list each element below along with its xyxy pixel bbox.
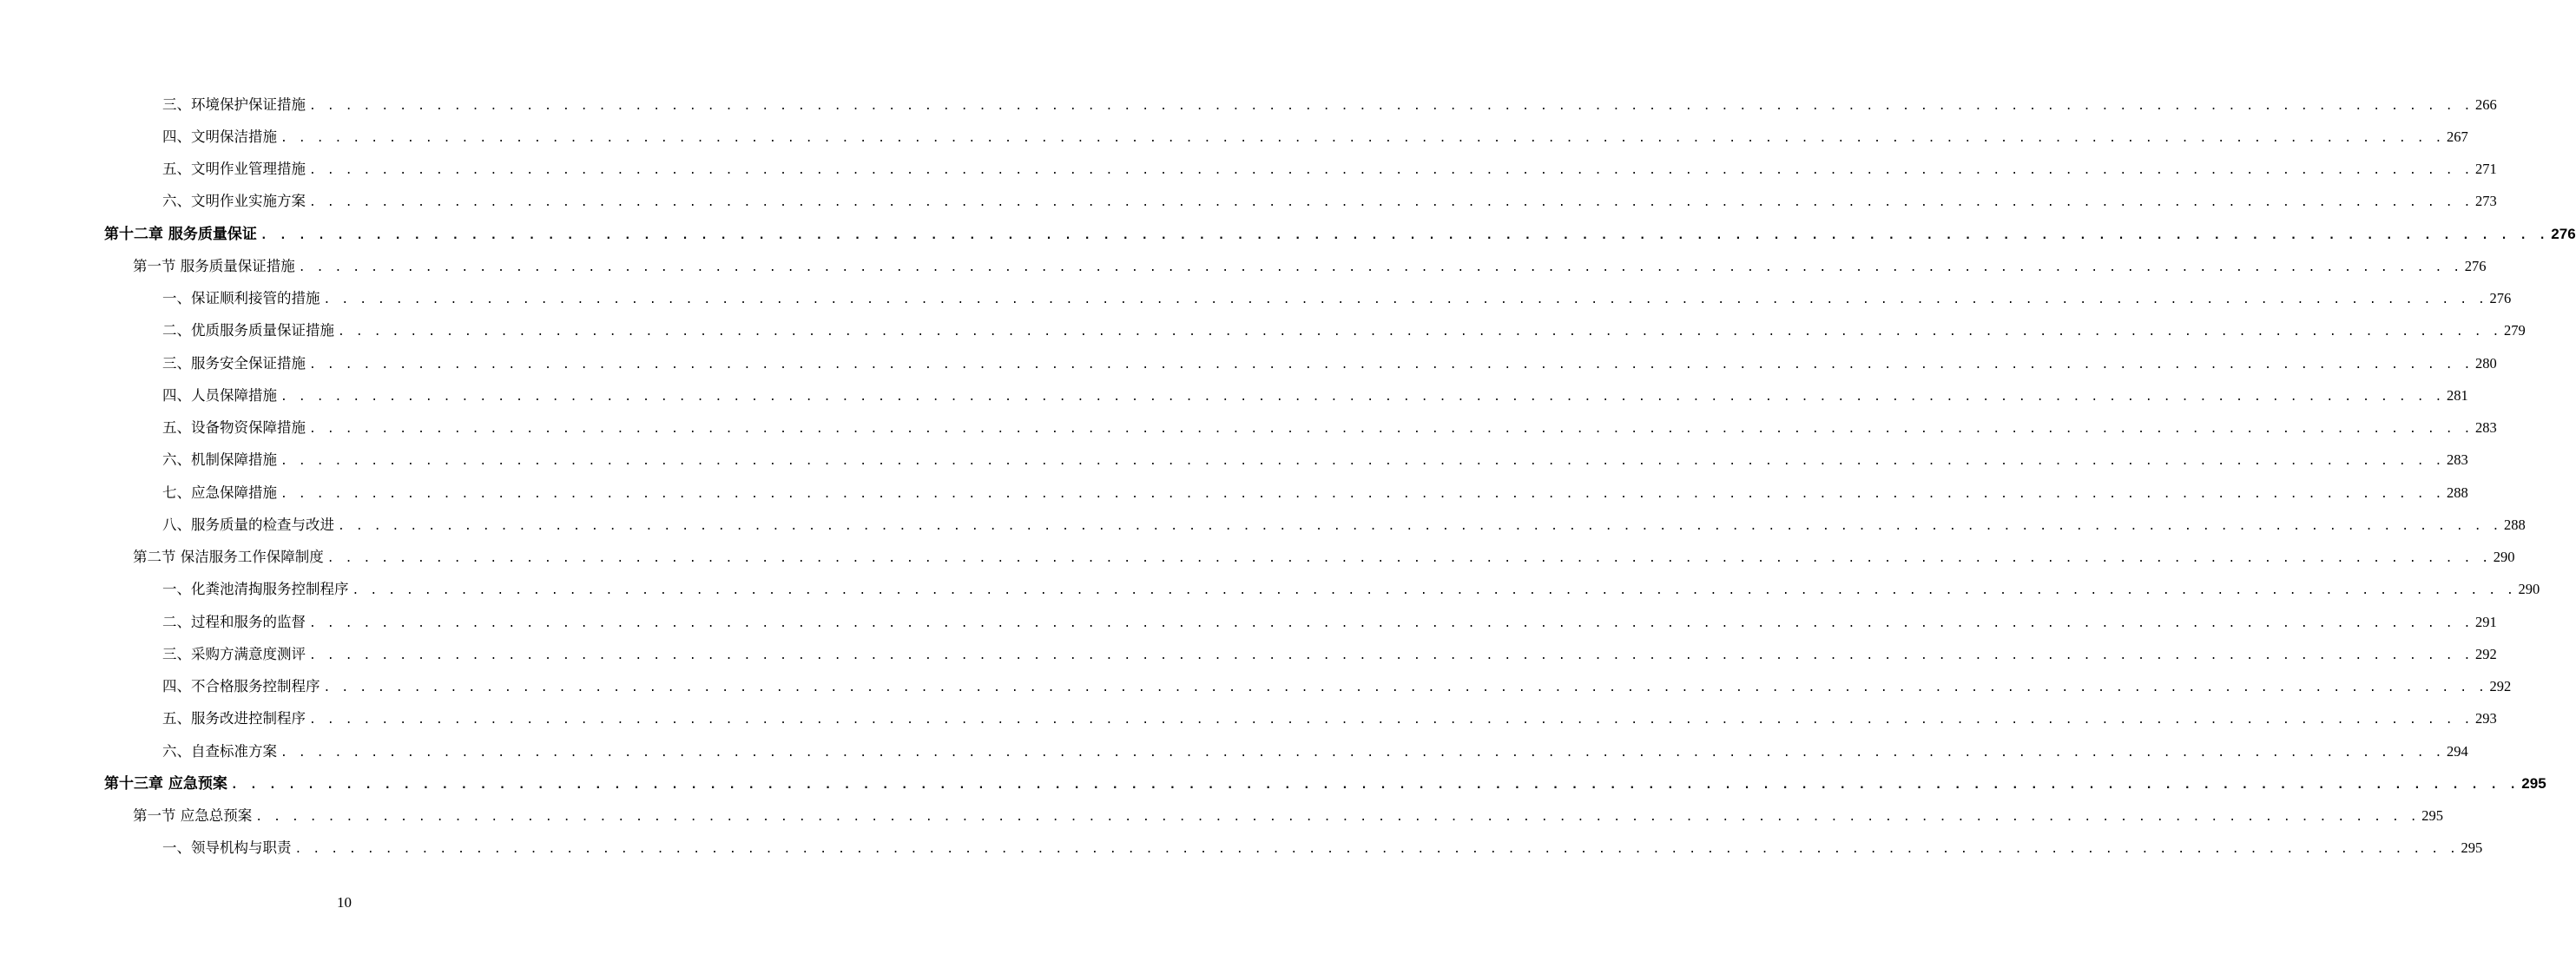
toc-entry-page: 292 bbox=[2489, 678, 2512, 694]
toc-dot-leader: . . . . . . . . . . . . . . . . . . . . . . . . . . . . . . . . . . . . . . . . . . . . . . . . . . . . . . . . . . . . . . . . . . . . . . . . . . . . . . . . . . . . . . . . . . . . . . . . . . . . . . . . . . . . . . . . . . . . . . . . bbox=[338, 326, 2501, 339]
toc-entry[interactable] bbox=[0, 152, 2497, 184]
toc-entry-page: 271 bbox=[2474, 161, 2497, 177]
toc-entry-title: 二、优质服务质量保证措施 bbox=[162, 322, 334, 339]
toc-dot-leader: . . . . . . . . . . . . . . . . . . . . . . . . . . . . . . . . . . . . . . . . . . . . . . . . . . . . . . . . . . . . . . . . . . . . . . . . . . . . . . . . . . . . . . . . . . . . . . . . . . . . . . . . . . . . . . . . . . . . . . . . bbox=[260, 229, 2549, 242]
toc-entry[interactable] bbox=[0, 766, 2546, 798]
toc-entry-line bbox=[162, 513, 2526, 534]
toc-entry[interactable] bbox=[0, 248, 2487, 280]
toc-entry-page: 295 bbox=[2521, 775, 2546, 793]
toc-dot-leader: . . . . . . . . . . . . . . . . . . . . . . . . . . . . . . . . . . . . . . . . . . . . . . . . . . . . . . . . . . . . . . . . . . . . . . . . . . . . . . . . . . . . . . . . . . . . . . . . . . . . . . . . . . . . . . . . . . . . . . . . bbox=[255, 811, 2420, 824]
toc-entry-title: 六、文明作业实施方案 bbox=[162, 193, 306, 210]
toc-entry[interactable] bbox=[0, 572, 2540, 604]
toc-entry-page: 288 bbox=[2446, 484, 2468, 501]
toc-entry[interactable] bbox=[0, 507, 2526, 539]
toc-entry-page: 292 bbox=[2474, 645, 2497, 662]
toc-entry-line bbox=[162, 286, 2512, 307]
toc-entry-line bbox=[133, 804, 2443, 825]
toc-entry-line bbox=[162, 319, 2526, 339]
toc-entry-line bbox=[162, 675, 2512, 695]
toc-entry-line bbox=[162, 577, 2540, 598]
toc-entry-title: 一、化粪池清掏服务控制程序 bbox=[162, 581, 349, 598]
page-number: 10 bbox=[337, 894, 352, 911]
toc-dot-leader: . . . . . . . . . . . . . . . . . . . . . . . . . . . . . . . . . . . . . . . . . . . . . . . . . . . . . . . . . . . . . . . . . . . . . . . . . . . . . . . . . . . . . . . . . . . . . . . . . . . . . . . . . . . . . . . . . . . . . . . . bbox=[309, 358, 2473, 372]
toc-dot-leader: . . . . . . . . . . . . . . . . . . . . . . . . . . . . . . . . . . . . . . . . . . . . . . . . . . . . . . . . . . . . . . . . . . . . . . . . . . . . . . . . . . . . . . . . . . . . . . . . . . . . . . . . . . . . . . . . . . . . . . . . bbox=[309, 196, 2473, 210]
toc-entry[interactable] bbox=[0, 184, 2497, 216]
toc-entry[interactable] bbox=[0, 799, 2443, 831]
toc-entry-line bbox=[162, 157, 2497, 178]
toc-entry-title: 第十三章 应急预案 bbox=[104, 775, 227, 793]
toc-dot-leader: . . . . . . . . . . . . . . . . . . . . . . . . . . . . . . . . . . . . . . . . . . . . . . . . . . . . . . . . . . . . . . . . . . . . . . . . . . . . . . . . . . . . . . . . . . . . . . . . . . . . . . . . . . . . . . . . . . . . . . . . bbox=[280, 455, 2444, 469]
toc-entry-line bbox=[162, 481, 2468, 502]
toc-entry-title: 五、文明作业管理措施 bbox=[162, 161, 306, 177]
toc-entry-line bbox=[162, 448, 2468, 469]
toc-entry-page: 288 bbox=[2503, 516, 2526, 533]
toc-dot-leader: . . . . . . . . . . . . . . . . . . . . . . . . . . . . . . . . . . . . . . . . . . . . . . . . . . . . . . . . . . . . . . . . . . . . . . . . . . . . . . . . . . . . . . . . . . . . . . . . . . . . . . . . . . . . . . . . . . . . . . . . bbox=[309, 164, 2473, 177]
toc-entry-line bbox=[162, 642, 2497, 663]
toc-dot-leader: . . . . . . . . . . . . . . . . . . . . . . . . . . . . . . . . . . . . . . . . . . . . . . . . . . . . . . . . . . . . . . . . . . . . . . . . . . . . . . . . . . . . . . . . . . . . . . . . . . . . . . . . . . . . . . . . . . . . . . . . bbox=[309, 423, 2473, 436]
toc-dot-leader: . . . . . . . . . . . . . . . . . . . . . . . . . . . . . . . . . . . . . . . . . . . . . . . . . . . . . . . . . . . . . . . . . . . . . . . . . . . . . . . . . . . . . . . . . . . . . . . . . . . . . . . . . . . . . . . . . . . . . . . . bbox=[309, 99, 2473, 113]
toc-entry-line bbox=[162, 740, 2468, 760]
toc-entry-title: 一、保证顺利接管的措施 bbox=[162, 290, 320, 306]
toc-entry[interactable] bbox=[0, 216, 2576, 248]
toc-entry[interactable] bbox=[0, 281, 2512, 313]
toc-dot-leader: . . . . . . . . . . . . . . . . . . . . . . . . . . . . . . . . . . . . . . . . . . . . . . . . . . . . . . . . . . . . . . . . . . . . . . . . . . . . . . . . . . . . . . . . . . . . . . . . . . . . . . . . . . . . . . . . . . . . . . . . bbox=[352, 584, 2516, 598]
toc-entry-line bbox=[104, 771, 2546, 793]
toc-entry-line bbox=[162, 93, 2497, 114]
toc-entry[interactable] bbox=[0, 119, 2468, 151]
toc-entry-line bbox=[162, 610, 2497, 631]
toc-entry-title: 第一节 应急总预案 bbox=[133, 807, 253, 824]
toc-entry-page: 295 bbox=[2421, 807, 2443, 824]
toc-entry[interactable] bbox=[0, 734, 2468, 766]
toc-entry-page: 281 bbox=[2446, 386, 2468, 404]
toc-entry[interactable] bbox=[0, 540, 2515, 572]
toc-entry-title: 二、过程和服务的监督 bbox=[162, 613, 306, 630]
toc-entry-title: 五、服务改进控制程序 bbox=[162, 710, 306, 727]
toc-entry[interactable] bbox=[0, 636, 2497, 668]
toc-entry[interactable] bbox=[0, 411, 2497, 443]
toc-entry-page: 276 bbox=[2464, 257, 2487, 274]
toc-entry-title: 四、人员保障措施 bbox=[162, 386, 277, 404]
toc-entry-line bbox=[133, 545, 2515, 566]
toc-entry-page: 295 bbox=[2461, 839, 2483, 857]
toc-entry-page: 293 bbox=[2474, 710, 2497, 727]
toc-entry[interactable] bbox=[0, 443, 2468, 475]
toc-entry-title: 三、采购方满意度测评 bbox=[162, 645, 306, 662]
toc-entry-title: 第二节 保洁服务工作保障制度 bbox=[133, 549, 324, 565]
toc-dot-leader: . . . . . . . . . . . . . . . . . . . . . . . . . . . . . . . . . . . . . . . . . . . . . . . . . . . . . . . . . . . . . . . . . . . . . . . . . . . . . . . . . . . . . . . . . . . . . . . . . . . . . . . . . . . . . . . . . . . . . . . . bbox=[338, 519, 2501, 533]
toc-entry-page: 283 bbox=[2474, 419, 2497, 436]
toc-entry-title: 第十二章 服务质量保证 bbox=[104, 226, 257, 243]
toc-entry[interactable] bbox=[0, 346, 2497, 378]
toc-dot-leader: . . . . . . . . . . . . . . . . . . . . . . . . . . . . . . . . . . . . . . . . . . . . . . . . . . . . . . . . . . . . . . . . . . . . . . . . . . . . . . . . . . . . . . . . . . . . . . . . . . . . . . . . . . . . . . . . . . . . . . . . bbox=[309, 648, 2473, 662]
toc-dot-leader: . . . . . . . . . . . . . . . . . . . . . . . . . . . . . . . . . . . . . . . . . . . . . . . . . . . . . . . . . . . . . . . . . . . . . . . . . . . . . . . . . . . . . . . . . . . . . . . . . . . . . . . . . . . . . . . . . . . . . . . . bbox=[230, 779, 2520, 793]
toc-entry-line bbox=[162, 836, 2483, 857]
toc-entry-line bbox=[133, 254, 2487, 275]
toc-dot-leader: . . . . . . . . . . . . . . . . . . . . . . . . . . . . . . . . . . . . . . . . . . . . . . . . . . . . . . . . . . . . . . . . . . . . . . . . . . . . . . . . . . . . . . . . . . . . . . . . . . . . . . . . . . . . . . . . . . . . . . . . bbox=[280, 746, 2444, 760]
toc-entry-page: 276 bbox=[2489, 290, 2512, 306]
toc-entry-page: 291 bbox=[2474, 613, 2497, 630]
toc-entry-title: 七、应急保障措施 bbox=[162, 484, 277, 501]
toc-dot-leader: . . . . . . . . . . . . . . . . . . . . . . . . . . . . . . . . . . . . . . . . . . . . . . . . . . . . . . . . . . . . . . . . . . . . . . . . . . . . . . . . . . . . . . . . . . . . . . . . . . . . . . . . . . . . . . . . . . . . . . . . bbox=[323, 681, 2487, 694]
toc-entry-title: 一、领导机构与职责 bbox=[162, 839, 292, 857]
toc-entry-page: 266 bbox=[2474, 95, 2497, 113]
toc-entry[interactable] bbox=[0, 604, 2497, 636]
toc-entry-page: 290 bbox=[2493, 549, 2515, 565]
toc-entry-title: 四、文明保洁措施 bbox=[162, 128, 277, 145]
toc-entry-title: 六、自查标准方案 bbox=[162, 742, 277, 760]
toc-entry-page: 273 bbox=[2474, 193, 2497, 210]
toc-entry-title: 三、环境保护保证措施 bbox=[162, 95, 306, 113]
toc-dot-leader: . . . . . . . . . . . . . . . . . . . . . . . . . . . . . . . . . . . . . . . . . . . . . . . . . . . . . . . . . . . . . . . . . . . . . . . . . . . . . . . . . . . . . . . . . . . . . . . . . . . . . . . . . . . . . . . . . . . . . . . . bbox=[280, 390, 2444, 404]
toc-entry[interactable] bbox=[0, 669, 2512, 701]
toc-entry-line bbox=[162, 352, 2497, 372]
toc-dot-leader: . . . . . . . . . . . . . . . . . . . . . . . . . . . . . . . . . . . . . . . . . . . . . . . . . . . . . . . . . . . . . . . . . . . . . . . . . . . . . . . . . . . . . . . . . . . . . . . . . . . . . . . . . . . . . . . . . . . . . . . . bbox=[280, 487, 2444, 501]
toc-entry-line bbox=[162, 189, 2497, 210]
toc-entry[interactable] bbox=[0, 313, 2526, 346]
toc-entry-page: 290 bbox=[2518, 581, 2540, 598]
toc-entry-line bbox=[162, 707, 2497, 727]
toc-entry-page: 276 bbox=[2551, 226, 2576, 242]
toc-entry-line bbox=[104, 221, 2576, 243]
toc-entry-title: 八、服务质量的检查与改进 bbox=[162, 516, 334, 533]
toc-entry-title: 六、机制保障措施 bbox=[162, 451, 277, 469]
toc-entry-page: 294 bbox=[2446, 742, 2468, 760]
toc-entry-page: 280 bbox=[2474, 354, 2497, 372]
toc-entry-page: 267 bbox=[2446, 128, 2468, 145]
toc-entry-title: 五、设备物资保障措施 bbox=[162, 419, 306, 436]
toc-entry[interactable] bbox=[0, 701, 2497, 734]
toc-entry[interactable] bbox=[0, 87, 2497, 119]
toc-entry[interactable] bbox=[0, 378, 2468, 410]
toc-entry-title: 三、服务安全保证措施 bbox=[162, 354, 306, 372]
toc-entry[interactable] bbox=[0, 475, 2468, 507]
toc-entry-line bbox=[162, 125, 2468, 146]
toc-entry-page: 279 bbox=[2503, 322, 2526, 339]
toc-dot-leader: . . . . . . . . . . . . . . . . . . . . . . . . . . . . . . . . . . . . . . . . . . . . . . . . . . . . . . . . . . . . . . . . . . . . . . . . . . . . . . . . . . . . . . . . . . . . . . . . . . . . . . . . . . . . . . . . . . . . . . . . bbox=[280, 131, 2444, 145]
toc-dot-leader: . . . . . . . . . . . . . . . . . . . . . . . . . . . . . . . . . . . . . . . . . . . . . . . . . . . . . . . . . . . . . . . . . . . . . . . . . . . . . . . . . . . . . . . . . . . . . . . . . . . . . . . . . . . . . . . . . . . . . . . . bbox=[326, 552, 2491, 565]
toc-dot-leader: . . . . . . . . . . . . . . . . . . . . . . . . . . . . . . . . . . . . . . . . . . . . . . . . . . . . . . . . . . . . . . . . . . . . . . . . . . . . . . . . . . . . . . . . . . . . . . . . . . . . . . . . . . . . . . . . . . . . . . . . bbox=[298, 260, 2462, 274]
toc-entry-line bbox=[162, 416, 2497, 437]
toc-entry-page: 283 bbox=[2446, 451, 2468, 469]
toc-entry-line bbox=[162, 384, 2468, 405]
toc-entry[interactable] bbox=[0, 831, 2483, 863]
toc-dot-leader: . . . . . . . . . . . . . . . . . . . . . . . . . . . . . . . . . . . . . . . . . . . . . . . . . . . . . . . . . . . . . . . . . . . . . . . . . . . . . . . . . . . . . . . . . . . . . . . . . . . . . . . . . . . . . . . . . . . . . . . . bbox=[309, 714, 2473, 727]
toc-dot-leader: . . . . . . . . . . . . . . . . . . . . . . . . . . . . . . . . . . . . . . . . . . . . . . . . . . . . . . . . . . . . . . . . . . . . . . . . . . . . . . . . . . . . . . . . . . . . . . . . . . . . . . . . . . . . . . . . . . . . . . . . bbox=[294, 843, 2459, 857]
toc-entry-title: 四、不合格服务控制程序 bbox=[162, 678, 320, 694]
toc-dot-leader: . . . . . . . . . . . . . . . . . . . . . . . . . . . . . . . . . . . . . . . . . . . . . . . . . . . . . . . . . . . . . . . . . . . . . . . . . . . . . . . . . . . . . . . . . . . . . . . . . . . . . . . . . . . . . . . . . . . . . . . . bbox=[323, 293, 2487, 306]
toc-entry-title: 第一节 服务质量保证措施 bbox=[133, 257, 295, 274]
toc-dot-leader: . . . . . . . . . . . . . . . . . . . . . . . . . . . . . . . . . . . . . . . . . . . . . . . . . . . . . . . . . . . . . . . . . . . . . . . . . . . . . . . . . . . . . . . . . . . . . . . . . . . . . . . . . . . . . . . . . . . . . . . . bbox=[309, 616, 2473, 630]
